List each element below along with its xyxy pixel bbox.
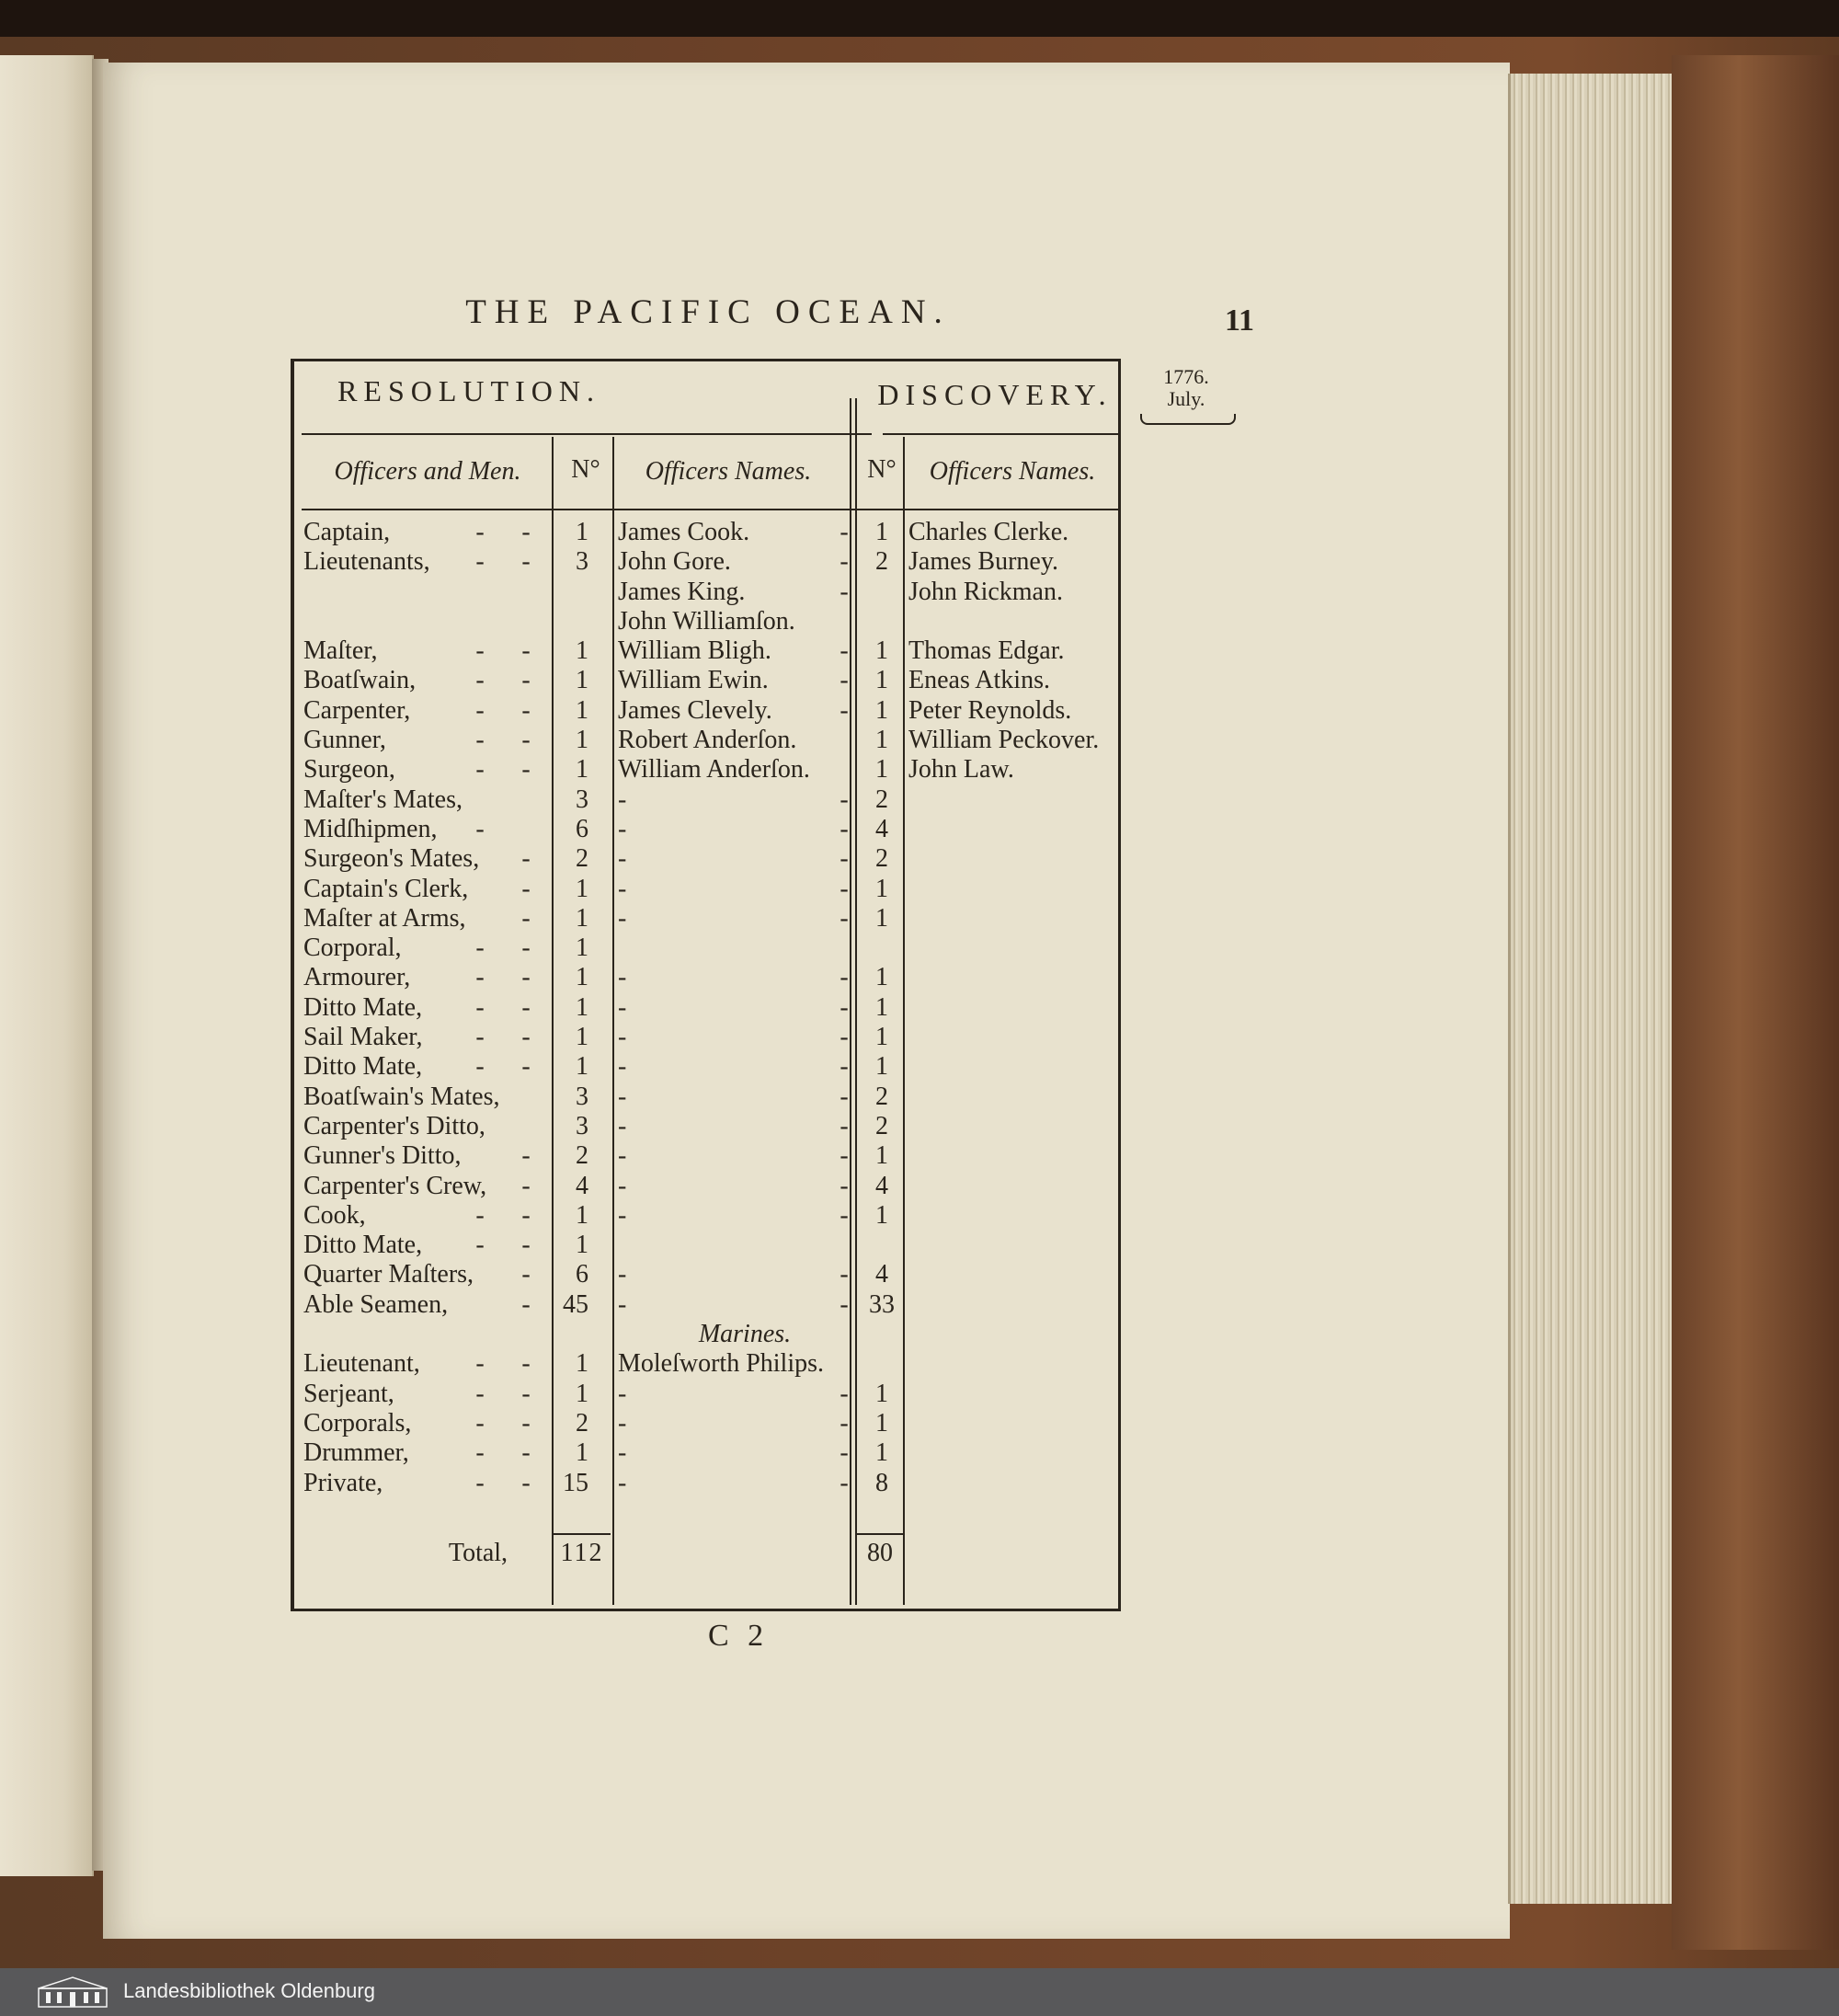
resolution-number: 2 (576, 1408, 588, 1438)
leader-dash: - (840, 577, 849, 606)
leader-dash: - (840, 1438, 849, 1468)
resolution-officer-name: - (618, 1260, 627, 1289)
leader-dash: - (840, 547, 849, 577)
rank-cell: Boatſwain, (303, 666, 417, 695)
discovery-number: 33 (869, 1289, 895, 1319)
rank-cell: Maſter at Arms, (303, 903, 466, 933)
discovery-number: 4 (875, 1260, 888, 1289)
leader-dash: - (840, 1023, 849, 1052)
discovery-number: 1 (875, 1379, 888, 1408)
resolution-officer-name: - (618, 1379, 627, 1408)
leader-dash: - (840, 1379, 849, 1408)
table-row (294, 1231, 1118, 1260)
leader-dash: - (521, 1231, 531, 1260)
table-row (294, 1201, 1118, 1231)
leader-dash: - (840, 1082, 849, 1111)
table-row (294, 785, 1118, 815)
rank-cell: Carpenter's Ditto, (303, 1111, 485, 1140)
discovery-number: 1 (875, 636, 888, 666)
resolution-officer-name: John Williamſon. (618, 606, 795, 636)
header-rule-resolution (302, 433, 872, 435)
resolution-officer-name: - (618, 1141, 627, 1171)
leader-dash: - (840, 1200, 849, 1230)
leader-dash: - (475, 636, 485, 666)
discovery-number: 1 (875, 1141, 888, 1171)
rank-cell: Ditto Mate, (303, 1052, 423, 1082)
resolution-number: 2 (576, 844, 588, 874)
rank-cell: Sail Maker, (303, 1023, 423, 1052)
discovery-number: 1 (875, 755, 888, 785)
table-row (294, 1260, 1118, 1289)
discovery-number: 1 (875, 666, 888, 695)
resolution-number: 1 (576, 874, 588, 903)
leader-dash: - (521, 1379, 531, 1408)
discovery-number: 4 (875, 1171, 888, 1200)
rank-cell: Corporal, (303, 934, 402, 963)
leader-dash: - (475, 963, 485, 992)
rank-cell: Cook, (303, 1200, 366, 1230)
resolution-officer-name: - (618, 1200, 627, 1230)
table-row (294, 755, 1118, 785)
leader-dash: - (521, 1408, 531, 1438)
resolution-officer-name: William Bligh. (618, 636, 771, 666)
resolution-officer-name: - (618, 844, 627, 874)
header-rule-discovery (883, 433, 1118, 435)
rank-cell: Gunner's Ditto, (303, 1141, 462, 1171)
leader-dash: - (521, 1468, 531, 1497)
resolution-officer-name: James Clevely. (618, 695, 772, 725)
rank-cell: Surgeon, (303, 755, 395, 785)
total-rule-discovery (857, 1533, 903, 1535)
leader-dash: - (521, 874, 531, 903)
table-row (294, 1409, 1118, 1438)
discovery-officer-name: Eneas Atkins. (908, 666, 1050, 695)
resolution-number: 1 (576, 1231, 588, 1260)
leader-dash: - (475, 755, 485, 785)
total-label: Total, (448, 1539, 508, 1567)
resolution-number: 1 (576, 755, 588, 785)
table-row (294, 1380, 1118, 1409)
leader-dash: - (840, 963, 849, 992)
resolution-officer-name: Robert Anderſon. (618, 726, 797, 755)
discovery-number: 1 (875, 518, 888, 546)
discovery-number: 1 (875, 1200, 888, 1230)
discovery-number: 1 (875, 903, 888, 933)
leader-dash: - (840, 1260, 849, 1289)
rank-cell: Maſter, (303, 636, 378, 666)
discovery-number: 1 (875, 1408, 888, 1438)
resolution-officer-name: - (618, 963, 627, 992)
leader-dash: - (521, 547, 531, 577)
leader-dash: - (475, 1438, 485, 1468)
resolution-officer-name: - (618, 1023, 627, 1052)
resolution-officer-name: Moleſworth Philips. (618, 1349, 825, 1379)
rank-cell: Lieutenant, (303, 1349, 420, 1379)
rank-cell: Able Seamen, (303, 1289, 449, 1319)
discovery-number: 8 (875, 1468, 888, 1497)
leader-dash: - (521, 1260, 531, 1289)
resolution-number: 1 (576, 518, 588, 546)
resolution-number: 1 (576, 726, 588, 755)
leader-dash: - (521, 1023, 531, 1052)
discovery-number: 1 (875, 1052, 888, 1082)
discovery-number: 2 (875, 1111, 888, 1140)
leader-dash: - (475, 1349, 485, 1379)
rank-cell: Lieutenants, (303, 547, 430, 577)
leader-dash: - (475, 726, 485, 755)
table-row (294, 1290, 1118, 1320)
resolution-number: 3 (576, 547, 588, 577)
discovery-number: 1 (875, 963, 888, 992)
resolution-number: 1 (576, 666, 588, 695)
resolution-number: 1 (576, 963, 588, 992)
col-header-names-discovery: Officers Names. (929, 457, 1096, 486)
leader-dash: - (475, 1231, 485, 1260)
table-row (294, 1349, 1118, 1379)
resolution-header: RESOLUTION. (337, 374, 600, 407)
resolution-officer-name: - (618, 1438, 627, 1468)
leader-dash: - (475, 992, 485, 1022)
discovery-officer-name: James Burney. (908, 547, 1059, 577)
col-header-officers-men: Officers and Men. (334, 457, 521, 486)
leader-dash: - (840, 992, 849, 1022)
leader-dash: - (840, 785, 849, 814)
leader-dash: - (521, 963, 531, 992)
leader-dash: - (475, 934, 485, 963)
discovery-officer-name: John Law. (908, 755, 1014, 785)
resolution-officer-name: - (618, 1468, 627, 1497)
margin-note-year: 1776. (1163, 365, 1209, 388)
resolution-number: 1 (576, 1052, 588, 1082)
leader-dash: - (521, 903, 531, 933)
resolution-number: 1 (576, 695, 588, 725)
leader-dash: - (521, 1438, 531, 1468)
leader-dash: - (475, 666, 485, 695)
resolution-officer-name: John Gore. (618, 547, 731, 577)
footer-bar (0, 1968, 1839, 2016)
resolution-officer-name: - (618, 1082, 627, 1111)
leader-dash: - (840, 1171, 849, 1200)
table-row (294, 607, 1118, 636)
leader-dash: - (840, 903, 849, 933)
total-row (294, 1539, 1118, 1575)
table-row (294, 1023, 1118, 1052)
leader-dash: - (521, 1052, 531, 1082)
leader-dash: - (475, 1023, 485, 1052)
table-row (294, 578, 1118, 607)
table-row (294, 815, 1118, 844)
leader-dash: - (521, 934, 531, 963)
resolution-officer-name: - (618, 1111, 627, 1140)
discovery-number: 1 (875, 1438, 888, 1468)
left-page-edge (0, 55, 94, 1876)
margin-note-brace (1140, 414, 1236, 425)
leader-dash: - (475, 547, 485, 577)
leader-dash: - (521, 755, 531, 785)
resolution-officer-name: - (618, 992, 627, 1022)
running-title: THE PACIFIC OCEAN. (465, 293, 951, 331)
table-row (294, 1082, 1118, 1112)
resolution-officer-name: - (618, 1408, 627, 1438)
resolution-number: 1 (576, 903, 588, 933)
discovery-officer-name: Peter Reynolds. (908, 695, 1072, 725)
leader-dash: - (840, 636, 849, 666)
library-building-icon (37, 1976, 109, 2009)
leader-dash: - (475, 1379, 485, 1408)
table-row (294, 875, 1118, 904)
table-row (294, 844, 1118, 874)
table-row (294, 904, 1118, 934)
discovery-number: 1 (875, 874, 888, 903)
page-number: 11 (1224, 304, 1255, 338)
discovery-number: 2 (875, 844, 888, 874)
leader-dash: - (521, 636, 531, 666)
resolution-number: 1 (576, 1200, 588, 1230)
resolution-number: 1 (576, 1023, 588, 1052)
discovery-number: 4 (875, 814, 888, 843)
rank-cell: Midſhipmen, (303, 814, 438, 843)
discovery-officer-name: Thomas Edgar. (908, 636, 1065, 666)
resolution-officer-name: William Ewin. (618, 666, 769, 695)
table-row (294, 1112, 1118, 1141)
leader-dash: - (521, 1349, 531, 1379)
discovery-number: 1 (875, 992, 888, 1022)
resolution-officer-name: James King. (618, 577, 746, 606)
resolution-number: 3 (576, 785, 588, 814)
resolution-number: 1 (576, 636, 588, 666)
table-row (294, 726, 1118, 755)
table-row (294, 636, 1118, 666)
discovery-officer-name: William Peckover. (908, 726, 1100, 755)
leader-dash: - (521, 992, 531, 1022)
rank-cell: Captain's Clerk, (303, 874, 469, 903)
leader-dash: - (840, 874, 849, 903)
discovery-number: 2 (875, 785, 888, 814)
rank-cell: Corporals, (303, 1408, 412, 1438)
leader-dash: - (521, 518, 531, 546)
table-row (294, 1438, 1118, 1468)
resolution-number: 2 (576, 1141, 588, 1171)
leader-dash: - (840, 518, 849, 546)
table-row (294, 993, 1118, 1023)
discovery-header: DISCOVERY. (877, 378, 1113, 411)
leader-dash: - (521, 1289, 531, 1319)
leader-dash: - (521, 1141, 531, 1171)
leader-dash: - (475, 518, 485, 546)
leader-dash: - (475, 695, 485, 725)
resolution-number: 6 (576, 814, 588, 843)
resolution-officer-name: - (618, 785, 627, 814)
rank-cell: Gunner, (303, 726, 386, 755)
resolution-officer-name: - (618, 814, 627, 843)
resolution-number: 3 (576, 1082, 588, 1111)
book-binding-right (1672, 55, 1839, 1950)
margin-note-month: July. (1167, 387, 1205, 410)
rank-cell: Carpenter, (303, 695, 411, 725)
rank-cell: Quarter Maſters, (303, 1260, 474, 1289)
leader-dash: - (521, 726, 531, 755)
leader-dash: - (840, 1052, 849, 1082)
rank-cell: Private, (303, 1468, 383, 1497)
leader-dash: - (840, 1111, 849, 1140)
discovery-number: 1 (875, 695, 888, 725)
leader-dash: - (840, 844, 849, 874)
rank-cell: Carpenter's Crew, (303, 1171, 487, 1200)
leader-dash: - (840, 1289, 849, 1319)
discovery-number: 2 (875, 1082, 888, 1111)
table-row (294, 1320, 1118, 1349)
rank-cell: Armourer, (303, 963, 411, 992)
resolution-number: 1 (576, 1438, 588, 1468)
resolution-officer-name: - (618, 1289, 627, 1319)
resolution-officer-name: - (618, 1171, 627, 1200)
rank-cell: Serjeant, (303, 1379, 394, 1408)
leader-dash: - (475, 1408, 485, 1438)
rank-cell: Boatſwain's Mates, (303, 1082, 500, 1111)
leader-dash: - (521, 844, 531, 874)
leader-dash: - (521, 1171, 531, 1200)
section-heading: Marines. (698, 1320, 792, 1349)
resolution-number: 3 (576, 1111, 588, 1140)
table-row (294, 934, 1118, 963)
col-header-number-resolution: N° (571, 455, 600, 484)
leader-dash: - (840, 1408, 849, 1438)
resolution-number: 1 (576, 1349, 588, 1379)
column-header-rule (302, 509, 1118, 510)
leader-dash: - (840, 814, 849, 843)
resolution-number: 6 (576, 1260, 588, 1289)
rank-cell: Captain, (303, 518, 391, 546)
col-header-number-discovery: N° (867, 455, 897, 484)
discovery-number: 1 (875, 726, 888, 755)
resolution-officer-name: - (618, 874, 627, 903)
table-row (294, 1052, 1118, 1082)
signature-mark: C 2 (708, 1619, 770, 1653)
resolution-officer-name: William Anderſon. (618, 755, 810, 785)
rank-cell: Ditto Mate, (303, 1231, 423, 1260)
discovery-officer-name: Charles Clerke. (908, 518, 1069, 546)
resolution-number: 1 (576, 1379, 588, 1408)
discovery-number: 1 (875, 1023, 888, 1052)
resolution-number: 1 (576, 992, 588, 1022)
table-row (294, 1141, 1118, 1171)
library-name: Landesbibliothek Oldenburg (123, 1979, 375, 2002)
crew-rows (294, 518, 1118, 1498)
leader-dash: - (840, 1141, 849, 1171)
resolution-number: 15 (563, 1468, 588, 1497)
leader-dash: - (475, 1468, 485, 1497)
leader-dash: - (475, 1200, 485, 1230)
leader-dash: - (840, 666, 849, 695)
discovery-officer-name: John Rickman. (908, 577, 1063, 606)
total-discovery: 80 (867, 1539, 893, 1567)
resolution-officer-name: - (618, 903, 627, 933)
resolution-officer-name: James Cook. (618, 518, 750, 546)
resolution-number: 4 (576, 1171, 588, 1200)
leader-dash: - (840, 695, 849, 725)
rank-cell: Maſter's Mates, (303, 785, 463, 814)
total-rule-resolution (554, 1533, 611, 1535)
table-row (294, 696, 1118, 726)
rank-cell: Surgeon's Mates, (303, 844, 480, 874)
table-row (294, 1469, 1118, 1498)
leader-dash: - (521, 1200, 531, 1230)
rank-cell: Drummer, (303, 1438, 409, 1468)
leader-dash: - (475, 814, 485, 843)
margin-note (1140, 366, 1232, 425)
total-resolution: 112 (560, 1539, 604, 1567)
crew-table (291, 359, 1121, 1611)
table-row (294, 547, 1118, 577)
table-row (294, 666, 1118, 695)
leader-dash: - (521, 695, 531, 725)
resolution-number: 1 (576, 934, 588, 963)
resolution-number: 45 (563, 1289, 588, 1319)
leader-dash: - (475, 1052, 485, 1082)
table-row (294, 518, 1118, 547)
resolution-officer-name: - (618, 1052, 627, 1082)
rank-cell: Ditto Mate, (303, 992, 423, 1022)
leader-dash: - (521, 666, 531, 695)
leader-dash: - (840, 1468, 849, 1497)
col-header-names-resolution: Officers Names. (645, 457, 812, 486)
discovery-number: 2 (875, 547, 888, 577)
table-row (294, 963, 1118, 992)
page-block-edges (1508, 74, 1676, 1904)
table-row (294, 1172, 1118, 1201)
